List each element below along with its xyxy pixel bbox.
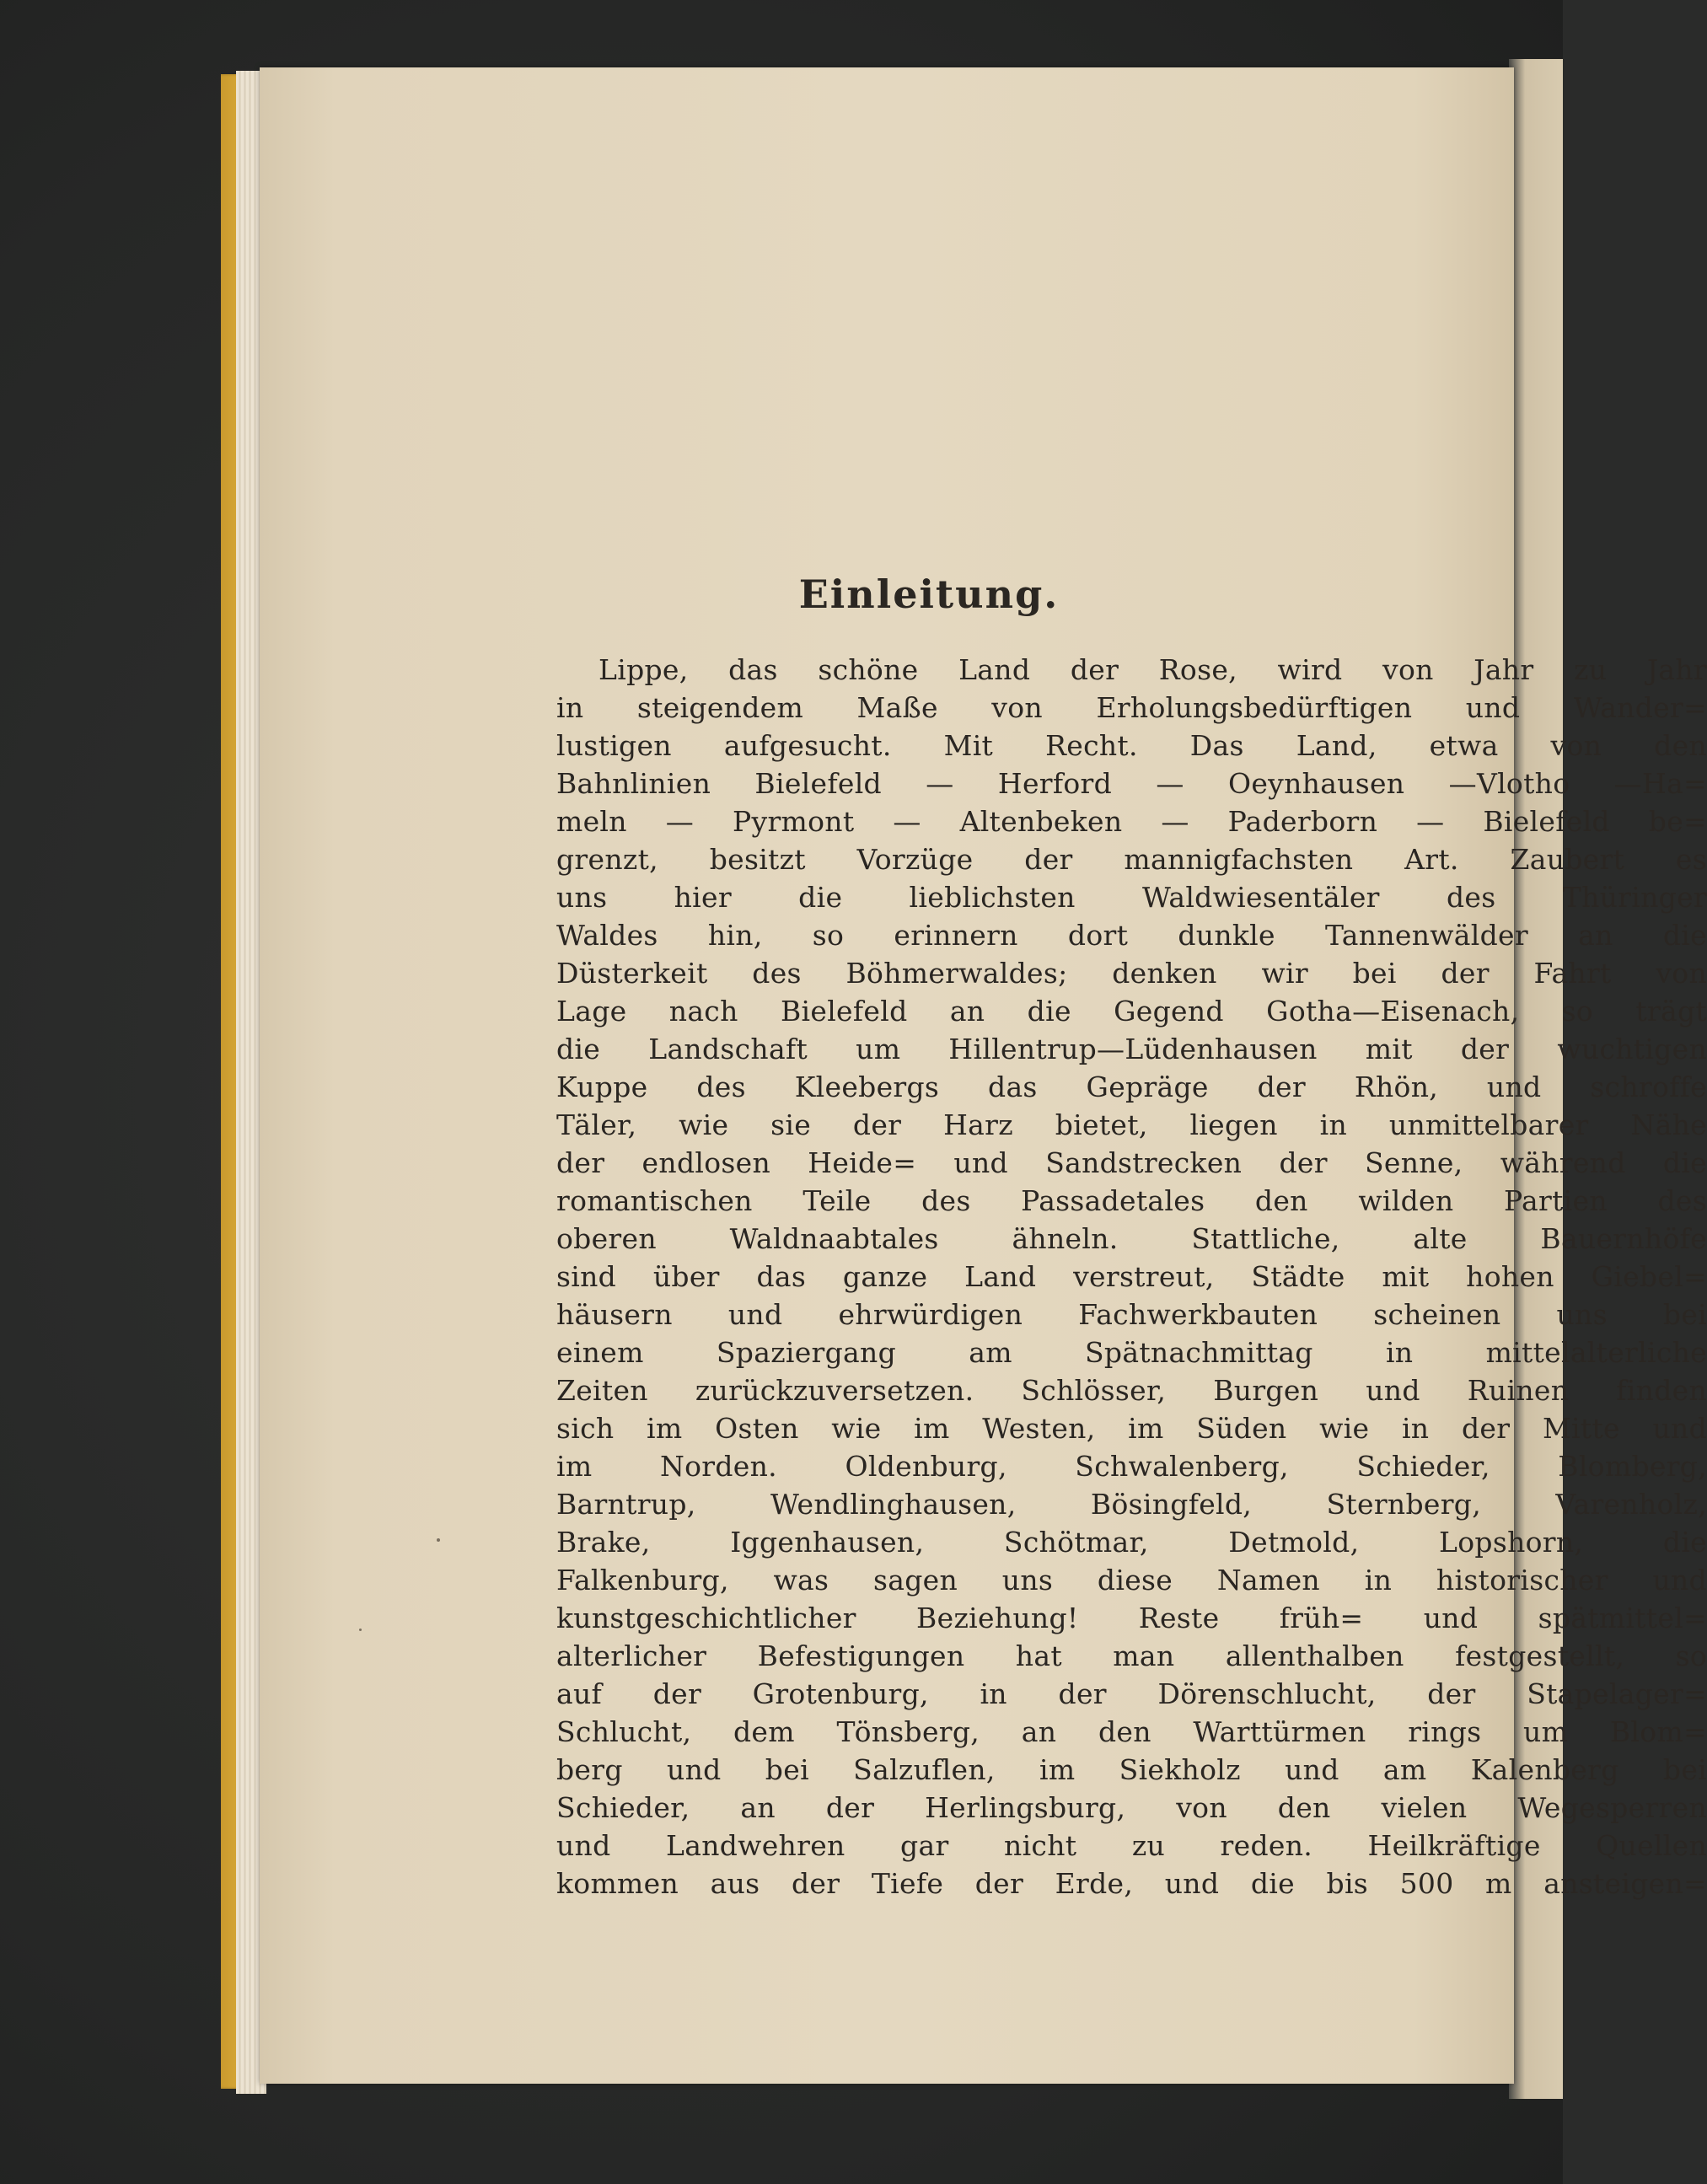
text-line: uns hier die lieblichsten Waldwiesentäler des Thüringer (556, 881, 1707, 914)
text-line: im Norden. Oldenburg, Schwalenberg, Schieder, Blomberg, (556, 1450, 1707, 1483)
text-line: alterlicher Befestigungen hat man allenthalben festgestellt, so (556, 1639, 1707, 1672)
text-line: berg und bei Salzuflen, im Siekholz und am Kalenberg bei (556, 1753, 1707, 1786)
text-line: häusern und ehrwürdigen Fachwerkbauten scheinen uns bei (556, 1298, 1707, 1331)
text-line: Schieder, an der Herlingsburg, von den vielen Wegesperren (556, 1791, 1707, 1824)
paper-speck (359, 1629, 362, 1631)
paper-speck (437, 1538, 440, 1542)
text-line: einem Spaziergang am Spätnachmittag in mittelalterliche (556, 1336, 1707, 1369)
text-line: Täler, wie sie der Harz bietet, liegen in unmittelbarer Nähe (556, 1108, 1707, 1141)
text-line: sich im Osten wie im Westen, im Süden wie in der Mitte und (556, 1412, 1707, 1445)
text-line: Kuppe des Kleebergs das Gepräge der Rhön, und schroffe (556, 1071, 1707, 1103)
text-line: Bahnlinien Bielefeld — Herford — Oeynhausen —Vlotho —Ha= (556, 767, 1707, 800)
text-line: kunstgeschichtlicher Beziehung! Reste früh= und spätmittel= (556, 1602, 1707, 1634)
body-text (556, 651, 1707, 1902)
text-line: der endlosen Heide= und Sandstrecken der Senne, während die (556, 1146, 1707, 1179)
text-line: Falkenburg, was sagen uns diese Namen in historischer und (556, 1564, 1707, 1596)
text-line: in steigendem Maße von Erholungsbedürftigen und Wander= (556, 691, 1707, 724)
text-line: die Landschaft um Hillentrup—Lüdenhausen mit der wuchtigen (556, 1033, 1707, 1065)
text-line: meln — Pyrmont — Altenbeken — Paderborn — Bielefeld be= (556, 805, 1707, 838)
text-line: kommen aus der Tiefe der Erde, und die bis 500 m ansteigen= (556, 1867, 1707, 1900)
text-line: Waldes hin, so erinnern dort dunkle Tannenwälder an die (556, 919, 1707, 952)
chapter-title: Einleitung. (798, 571, 1060, 617)
text-line: sind über das ganze Land verstreut, Städte mit hohen Giebel= (556, 1260, 1707, 1293)
text-line: Brake, Iggenhausen, Schötmar, Detmold, Lopshorn, die (556, 1526, 1707, 1559)
text-line: Schlucht, dem Tönsberg, an den Warttürmen rings um Blom= (556, 1715, 1707, 1748)
text-line: romantischen Teile des Passadetales den wilden Partien des (556, 1184, 1707, 1217)
text-line: oberen Waldnaabtales ähneln. Stattliche, alte Bauernhöfe (556, 1222, 1707, 1255)
text-line: auf der Grotenburg, in der Dörenschlucht, der Stapelager= (556, 1677, 1707, 1710)
text-line: grenzt, besitzt Vorzüge der mannigfachsten Art. Zaubert es (556, 843, 1707, 876)
text-line: Düsterkeit des Böhmerwaldes; denken wir bei der Fahrt von (556, 957, 1707, 990)
text-line: und Landwehren gar nicht zu reden. Heilkräftige Quellen (556, 1829, 1707, 1862)
text-line: Barntrup, Wendlinghausen, Bösingfeld, Sternberg, Varenholz, (556, 1488, 1707, 1521)
text-line: Lage nach Bielefeld an die Gegend Gotha—Eisenach, so trägt (556, 995, 1707, 1028)
text-line: lustigen aufgesucht. Mit Recht. Das Land, etwa von den (556, 729, 1707, 762)
text-line: Zeiten zurückzuversetzen. Schlösser, Burgen und Ruinen finden (556, 1374, 1707, 1407)
text-line: Lippe, das schöne Land der Rose, wird von Jahr zu Jahr (599, 653, 1707, 686)
book-page (260, 67, 1707, 2084)
